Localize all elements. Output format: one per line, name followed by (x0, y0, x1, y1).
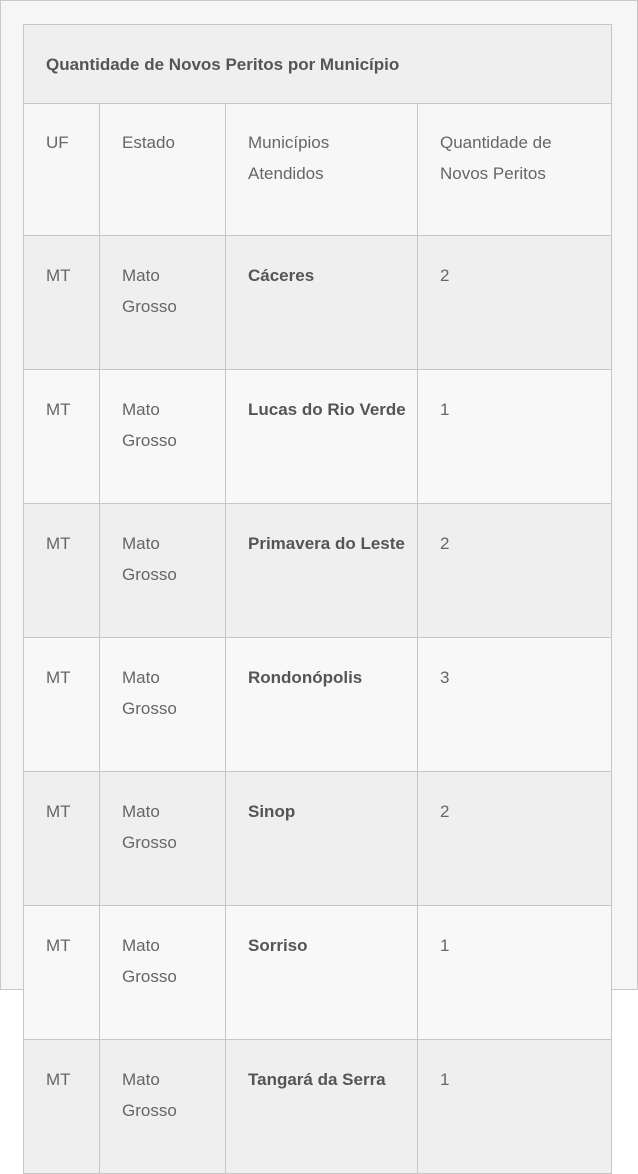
cell-text: Mato Grosso (122, 936, 177, 986)
cell-text: 2 (440, 534, 450, 553)
cell-text: MT (46, 936, 71, 955)
column-header-quantidade (418, 104, 612, 236)
table-row (24, 1040, 612, 1174)
quantidade-cell (418, 236, 612, 370)
cell-text: MT (46, 266, 71, 285)
municipio-cell (226, 236, 418, 370)
cell-text: MT (46, 802, 71, 821)
table-title-row (24, 25, 612, 104)
header-label: Quantidade de Novos Peritos (440, 133, 552, 183)
municipio-cell (226, 638, 418, 772)
column-header-uf (24, 104, 100, 236)
cell-text: 1 (440, 400, 450, 419)
municipio-cell (226, 1040, 418, 1174)
cell-text: Mato Grosso (122, 400, 177, 450)
cell-text: 2 (440, 802, 450, 821)
quantidade-cell (418, 370, 612, 504)
uf-cell (24, 772, 100, 906)
uf-cell (24, 504, 100, 638)
cell-text: MT (46, 1070, 71, 1089)
cell-text: 1 (440, 936, 450, 955)
estado-cell (100, 504, 226, 638)
table-row (24, 236, 612, 370)
table-row (24, 772, 612, 906)
table-title: Quantidade de Novos Peritos por Município (24, 25, 612, 104)
cell-text: 1 (440, 1070, 450, 1089)
cell-text: Lucas do Rio Verde (248, 400, 406, 419)
column-header-estado (100, 104, 226, 236)
cell-text: 2 (440, 266, 450, 285)
cell-text: Cáceres (248, 266, 315, 285)
header-label: UF (46, 133, 69, 152)
uf-cell (24, 638, 100, 772)
cell-text: Mato Grosso (122, 668, 177, 718)
header-label: Estado (122, 133, 175, 152)
column-header-municipios (226, 104, 418, 236)
cell-text: MT (46, 400, 71, 419)
cell-text: MT (46, 668, 71, 687)
cell-text: Tangará da Serra (248, 1070, 386, 1089)
cell-text: Primavera do Leste (248, 534, 405, 553)
cell-text: 3 (440, 668, 450, 687)
uf-cell (24, 906, 100, 1040)
estado-cell (100, 906, 226, 1040)
cell-text: Rondonópolis (248, 668, 363, 687)
uf-cell (24, 370, 100, 504)
peritos-table (23, 24, 612, 1174)
municipio-cell (226, 504, 418, 638)
cell-text: Mato Grosso (122, 1070, 177, 1120)
table-row (24, 906, 612, 1040)
estado-cell (100, 638, 226, 772)
estado-cell (100, 236, 226, 370)
quantidade-cell (418, 906, 612, 1040)
cell-text: Mato Grosso (122, 534, 177, 584)
municipio-cell (226, 370, 418, 504)
estado-cell (100, 772, 226, 906)
quantidade-cell (418, 772, 612, 906)
municipio-cell (226, 772, 418, 906)
cell-text: MT (46, 534, 71, 553)
cell-text: Sorriso (248, 936, 308, 955)
table-header-row (24, 104, 612, 236)
quantidade-cell (418, 1040, 612, 1174)
estado-cell (100, 1040, 226, 1174)
municipio-cell (226, 906, 418, 1040)
table-row (24, 638, 612, 772)
quantidade-cell (418, 638, 612, 772)
table-row (24, 504, 612, 638)
estado-cell (100, 370, 226, 504)
cell-text: Sinop (248, 802, 296, 821)
cell-text: Mato Grosso (122, 266, 177, 316)
quantidade-cell (418, 504, 612, 638)
uf-cell (24, 1040, 100, 1174)
header-label: Municípios Atendidos (248, 133, 330, 183)
table-row (24, 370, 612, 504)
uf-cell (24, 236, 100, 370)
cell-text: Mato Grosso (122, 802, 177, 852)
